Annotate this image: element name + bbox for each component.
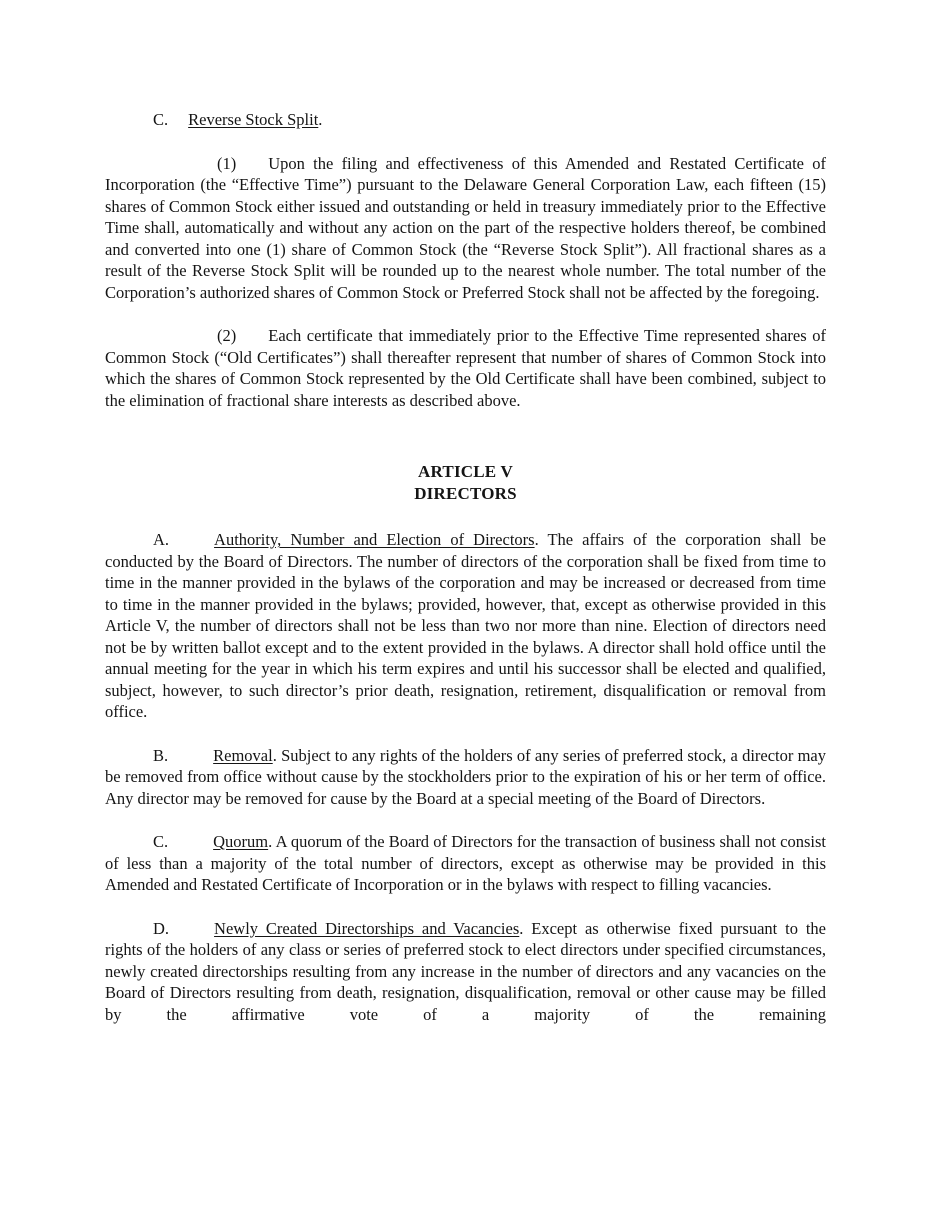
section-a-period: . (534, 530, 539, 549)
section-c-title-underlined: Quorum (213, 832, 269, 851)
section-d-text: Except as otherwise fixed pursuant to the rights of the holders of any class or series of preferred stock to elect directors under specified circumstances, newly created directorships resulting from any increase in the number of directors and any vacancies on the Board of Directors resulting from death, resignation, disqualification, removal or other cause may be filled by the affirmative vote of a majority of the remaining (105, 918, 827, 1024)
section-b-letter: B. (153, 745, 169, 765)
paragraph-1-text: Upon the filing and effectiveness of this Amended and Restated Certificate of Incorporation (the “Effective Time”) pursuant to the Delaware General Corporation Law, each fifteen (15) shares of Common Stock either issued and outstanding or held in treasury immediately prior to the Effective Time shall, automatically and without any action on the part of the respective holders thereof, be combined and converted into one (1) share of Common Stock (the “Reverse Stock Split”). All fractional shares as a result of the Reverse Stock Split will be rounded up to the nearest whole number. The total number of the Corporation’s authorized shares of Common Stock or Preferred Stock shall not be affected by the foregoing. (105, 153, 826, 302)
paragraph-2-text: Each certificate that immediately prior to the Effective Time represented shares of Common Stock (“Old Certificates”) shall thereafter represent that number of shares of Common Stock into which the shares of Common Stock represented by the Old Certificate shall have been combined, subject to the elimination of fractional share interests as described above. (105, 326, 826, 410)
section-a-letter: A. (153, 530, 170, 549)
section-a (105, 529, 826, 723)
section-b-text: Subject to any rights of the holders of any series of preferred stock, a director may be removed from office without cause by the stockholders prior to the expiration of his or her term of office. Any director may be removed for cause by the Board at a special meeting of the Board of Directors. (105, 745, 827, 808)
heading-title-underlined: Reverse Stock Split (188, 110, 319, 129)
section-b (105, 745, 826, 810)
paragraph-2-number: (2) (217, 326, 237, 345)
section-a-text: The affairs of the corporation shall be conducted by the Board of Directors. The number of directors of the corporation shall be fixed from time to time in the manner provided in the bylaws of the corporation and may be increased or decreased from time to time in the manner provided in the bylaws; provided, however, that, except as otherwise provided in this Article V, the number of directors shall not be less than two nor more than nine. Election of directors need not be by written ballot except and to the extent provided in the bylaws. A director shall hold office until the annual meeting for the year in which his term expires and until his successor shall be elected and qualified, subject, however, to such director’s prior death, resignation, retirement, disqualification or removal from office. (105, 530, 827, 721)
paragraph-1-number: (1) (217, 153, 237, 173)
heading-period: . (318, 110, 323, 129)
section-d-period: . (519, 918, 524, 938)
section-c (105, 831, 826, 896)
article-v-subtitle: DIRECTORS (414, 484, 517, 503)
section-c-text: A quorum of the Board of Directors for the transaction of business shall not consist of less than a majority of the total number of directors, except as otherwise may be provided in this Amended and Restated Certificate of Incorporation or in the bylaws with respect to filling vacancies. (105, 832, 827, 894)
section-d-letter: D. (153, 918, 170, 938)
section-b-period: . (272, 745, 277, 765)
section-b-title-underlined: Removal (213, 745, 273, 765)
section-a-title-underlined: Authority, Number and Election of Directors (214, 530, 535, 549)
paragraph-1 (105, 153, 826, 304)
heading-letter: C. (153, 110, 169, 129)
section-d (105, 918, 826, 1026)
heading-reverse-stock-split (105, 109, 826, 131)
article-v-heading (105, 461, 826, 505)
section-c-period: . (268, 832, 273, 851)
paragraph-2 (105, 325, 826, 411)
article-v-title: ARTICLE V (418, 462, 513, 481)
section-d-title-underlined: Newly Created Directorships and Vacancies (214, 918, 520, 938)
section-c-letter: C. (153, 832, 169, 851)
